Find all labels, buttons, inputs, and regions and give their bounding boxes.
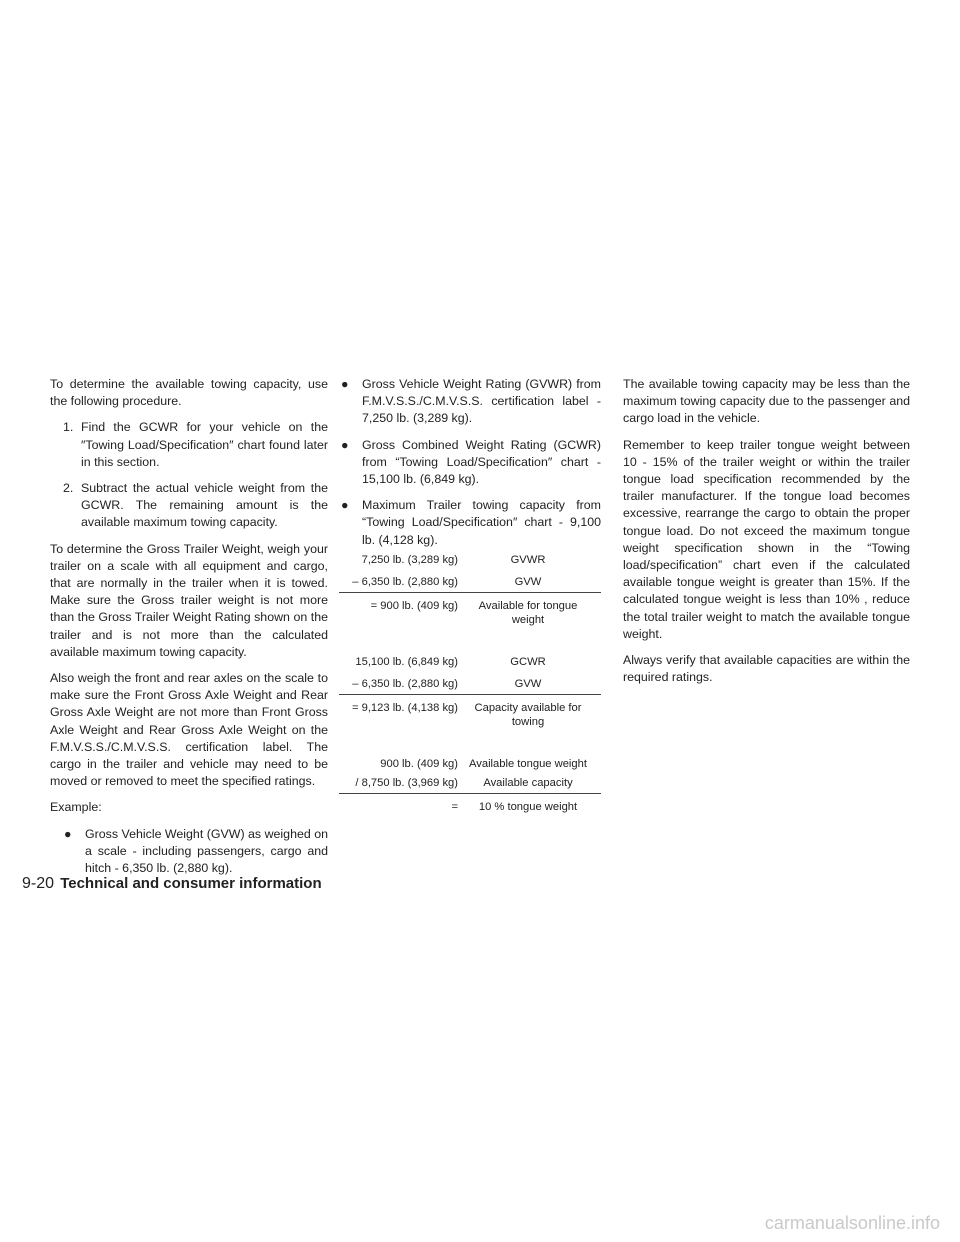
capacity-note-paragraph: The available towing capacity may be less than the maximum towing capacity due to the passenger and cargo load in the vehicle. bbox=[623, 377, 910, 426]
bullet-text: Gross Vehicle Weight Rating (GVWR) from F.M.V.S.S./C.M.V.S.S. certification label - 7,250 lb. (3,289 kg). bbox=[362, 377, 601, 426]
step-text: Find the GCWR for your vehicle on the ″Towing Load/Specification″ chart found later in this section. bbox=[81, 420, 328, 469]
step-text: Subtract the actual vehicle weight from the GCWR. The remaining amount is the available maximum towing capacity. bbox=[81, 481, 328, 530]
calc-result-value: = bbox=[451, 800, 458, 813]
step-number: 1. bbox=[63, 420, 74, 435]
section-title: Technical and consumer information bbox=[60, 875, 322, 892]
calc-label: GVW bbox=[514, 575, 542, 588]
calc-value: / 8,750 lb. (3,969 kg) bbox=[355, 776, 458, 789]
right-column bbox=[623, 376, 910, 695]
calc-row bbox=[339, 677, 601, 691]
watermark-text: carmanualsonline.info bbox=[764, 1213, 940, 1233]
calc-row bbox=[339, 757, 601, 771]
bullet-text: Gross Vehicle Weight (GVW) as weighed on a scale - including passengers, cargo and hitch - 6,350 lb. (2,880 kg). bbox=[85, 826, 328, 876]
calc-value: – 6,350 lb. (2,880 kg) bbox=[352, 677, 458, 690]
bullet-text: Gross Combined Weight Rating (GCWR) from “Towing Load/Specification″ chart - 15,100 lb. (6,849 kg). bbox=[362, 437, 601, 487]
procedure-step bbox=[50, 480, 328, 532]
calculation-tongue-weight bbox=[339, 553, 601, 655]
calc-divider bbox=[339, 793, 601, 794]
calculation-tongue-percentage bbox=[339, 757, 601, 814]
calc-value: 15,100 lb. (6,849 kg) bbox=[355, 655, 458, 668]
calc-result-value: = 900 lb. (409 kg) bbox=[370, 599, 458, 612]
calc-label: Available tongue weight bbox=[469, 757, 587, 770]
calc-result-label: Capacity available for towing bbox=[474, 701, 582, 728]
calc-row bbox=[339, 701, 601, 757]
bullet-text: Maximum Trailer towing capacity from “Towing Load/Specification″ chart - 9,100 lb. (4,128 kg). bbox=[362, 498, 601, 547]
calc-row bbox=[339, 599, 601, 655]
example-label: Example: bbox=[50, 800, 102, 815]
bullet-item bbox=[339, 376, 601, 428]
calc-label: GVWR bbox=[510, 553, 546, 566]
calc-result-label: 10 % tongue weight bbox=[478, 800, 578, 813]
page-number: 9-20 bbox=[22, 875, 55, 892]
page-footer bbox=[22, 875, 322, 893]
calc-row bbox=[339, 655, 601, 669]
bullet-icon: ● bbox=[341, 498, 349, 513]
bullet-icon: ● bbox=[64, 826, 72, 841]
calc-value: – 6,350 lb. (2,880 kg) bbox=[352, 575, 458, 588]
gross-trailer-weight-paragraph: To determine the Gross Trailer Weight, weigh your trailer on a scale with all equipment and cargo, that are normally in the trailer when it is towed. Make sure the Gross trailer weight is not more than the Gross Trailer Weight Rating shown on the trailer and is not more than the calculated available maximum towing capacity. bbox=[50, 541, 328, 659]
bullet-item bbox=[62, 826, 328, 878]
calculation-towing-capacity bbox=[339, 655, 601, 757]
left-column bbox=[50, 376, 328, 886]
middle-column bbox=[339, 376, 601, 814]
calc-value: 7,250 lb. (3,289 kg) bbox=[361, 553, 458, 566]
bullet-icon: ● bbox=[341, 437, 349, 452]
calc-value: 900 lb. (409 kg) bbox=[380, 757, 458, 770]
calc-result-label: Available for tongue weight bbox=[478, 599, 578, 626]
calc-label: Available capacity bbox=[483, 776, 573, 789]
step-number: 2. bbox=[63, 481, 74, 496]
tongue-weight-paragraph: Remember to keep trailer tongue weight between 10 - 15% of the trailer weight or within the trailer tongue load specification recommended by the trailer manufacturer. If the tongue load becomes excessive, rearrange the cargo to obtain the proper tongue load. Do not exceed the maximum tongue weight specification shown in the “Towing load/specification” chart even if the calculated available tongue weight is greater than 15%. If the calculated tongue weight is less than 10% , reduce the total trailer weight to match the available tongue weight. bbox=[623, 437, 910, 641]
bullet-item bbox=[339, 437, 601, 489]
calc-divider bbox=[339, 592, 601, 593]
calc-label: GVW bbox=[514, 677, 542, 690]
verify-paragraph: Always verify that available capacities are within the required ratings. bbox=[623, 653, 910, 685]
calc-result-value: = 9,123 lb. (4,138 kg) bbox=[351, 701, 458, 714]
calc-row bbox=[339, 553, 601, 567]
bullet-icon: ● bbox=[341, 377, 349, 391]
calc-divider bbox=[339, 694, 601, 695]
procedure-step bbox=[50, 419, 328, 471]
intro-paragraph: To determine the available towing capacity, use the following procedure. bbox=[50, 377, 328, 409]
bullet-item bbox=[339, 497, 601, 549]
axle-weight-paragraph: Also weigh the front and rear axles on the scale to make sure the Front Gross Axle Weight and Rear Gross Axle Weight are not more than Front Gross Axle Weight and Rear Gross Axle Weight on the F.M.V.S.S./C.M.V.S.S. certification label. The cargo in the trailer and vehicle may need to be moved or removed to meet the specified ratings. bbox=[50, 671, 328, 789]
calc-row bbox=[339, 800, 601, 814]
calc-row bbox=[339, 776, 601, 790]
calc-row bbox=[339, 575, 601, 589]
calc-label: GCWR bbox=[510, 655, 546, 668]
